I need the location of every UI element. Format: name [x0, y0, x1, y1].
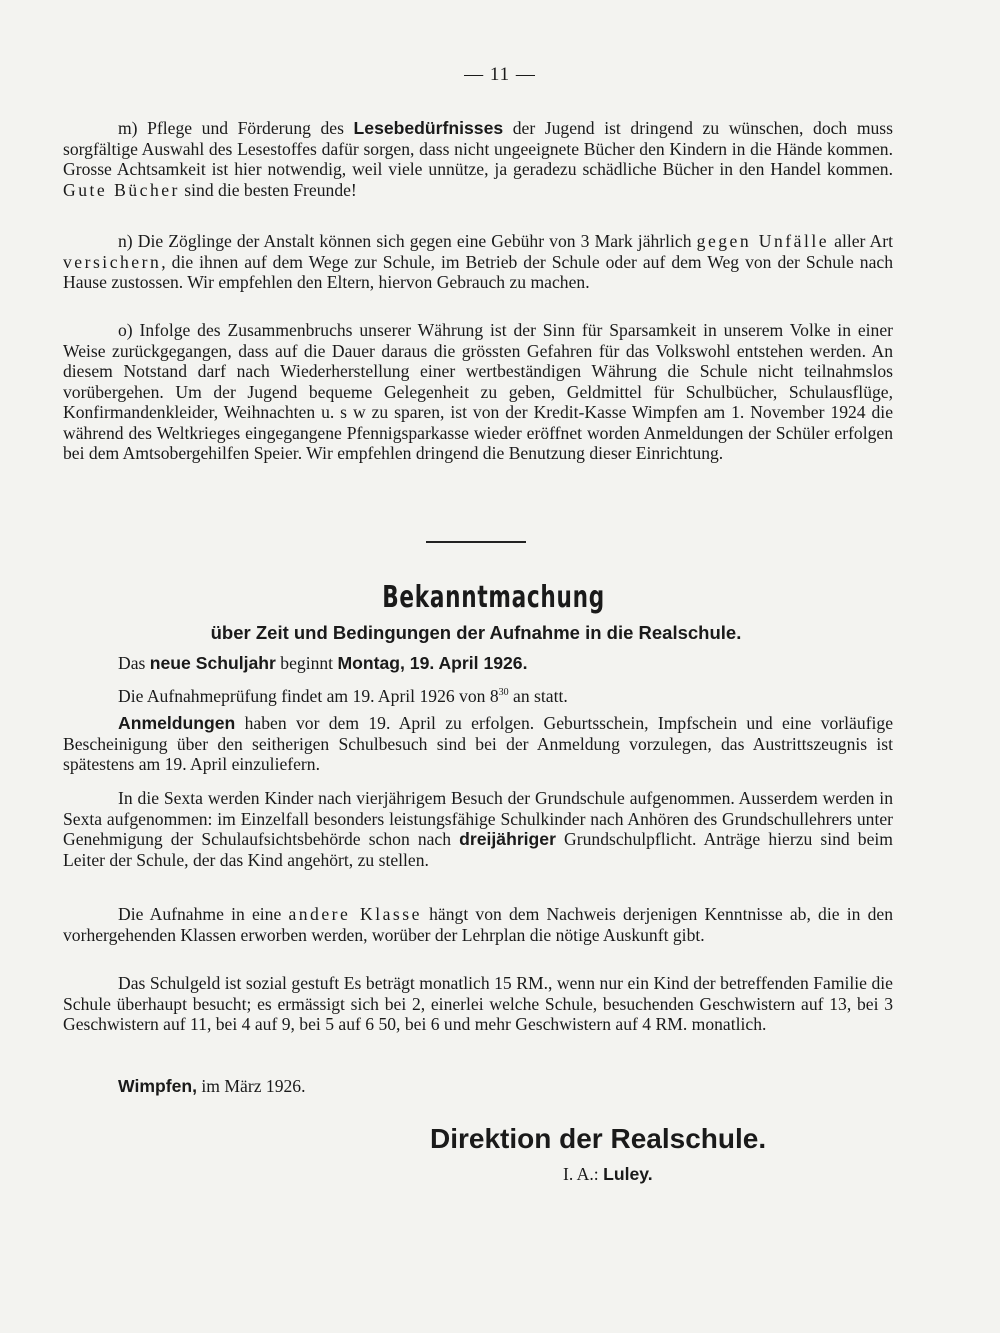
para-n-spaced: gegen Unfälle [696, 231, 830, 251]
school-year-bold2: Montag, 19. April 1926. [337, 653, 528, 673]
other-class-tail: hängt von dem Nachweis derjenigen Kenntnisse ab, die in den vorhergehenden Klassen erworben werden, worüber der Lehrplan die nötige Auskunft gibt. [63, 904, 893, 945]
school-year-mid: beginnt [275, 653, 338, 673]
closing-place: Wimpfen, [118, 1076, 198, 1096]
para-m-spaced: Gute Bücher [63, 179, 180, 200]
school-year-paragraph [63, 653, 893, 674]
para-m-tail: sind die besten Freunde! [179, 179, 357, 200]
exam-lead: Die Aufnahmeprüfung findet am 19. April 1926 von 8 [118, 685, 499, 706]
school-year-lead: Das [118, 653, 150, 673]
para-m-bold: Lesebedürfnisses [353, 118, 504, 138]
registration-rest: haben vor dem 19. April zu erfolgen. Geburtsschein, Impfschein und eine vorläufige Bescheinigung über den seitherigen Schulbesuch sind bei der Anmeldung vorzulegen, das Austrittszeugnis ist spätestens am 19. April einzuliefern. [63, 713, 893, 774]
para-m-rest: der Jugend ist dringend zu wünschen, doch muss sorgfältige Auswahl des Lesestoffes dafür sorgen, dass nicht ungeeignete Bücher den Kindern in die Hände kommen. Grosse Achtsamkeit ist hier notwendig, weil viele unnütze, ja geradezu schädliche Bücher in den Handel kommen. [63, 118, 893, 179]
para-n-rest: , die ihnen auf dem Wege zur Schule, im Betrieb der Schule oder auf dem Weg von der Schule nach Hause zustossen. Wir empfehlen den Eltern, hiervon Gebrauch zu machen. [63, 251, 893, 292]
other-class-lead: Die Aufnahme in eine [118, 904, 289, 924]
closing-line [118, 1076, 306, 1097]
page-number: — 11 — [464, 64, 536, 85]
para-n-lead: n) Die Zöglinge der Anstalt können sich gegen eine Gebühr von 3 Mark jährlich [118, 231, 697, 251]
exam-paragraph [63, 683, 893, 706]
section-divider [426, 541, 526, 543]
exam-time-sup: 30 [498, 687, 509, 698]
paragraph-o [63, 320, 893, 464]
other-class-spaced: andere Klasse [288, 904, 422, 924]
para-n-mid: aller Art [829, 231, 893, 251]
registration-paragraph [63, 713, 893, 775]
sexta-bold: dreijähriger [459, 829, 556, 849]
school-year-bold1: neue Schuljahr [149, 653, 276, 673]
fees-paragraph [63, 973, 893, 1035]
signature-name: Luley. [603, 1164, 653, 1184]
paragraph-m [63, 118, 893, 200]
fees-text: Das Schulgeld ist sozial gestuft Es beträgt monatlich 15 RM., wenn nur ein Kind der betreffenden Familie die Schule überhaupt besucht; es ermässigt sich bei 2, einerlei welche Schule, besuchenden Geschwistern auf 13, bei 3 Geschwistern auf 11, bei 4 auf 9, bei 5 auf 6 50, bei 6 und mehr Geschwistern auf 4 RM. monatlich. [63, 973, 893, 1034]
headline: Bekanntmachung [382, 580, 605, 615]
closing-date: im März 1926. [197, 1076, 306, 1096]
registration-bold: Anmeldungen [118, 713, 236, 733]
sexta-tail: Grundschulpflicht. Anträge hierzu sind beim Leiter der Schule, der das Kind angehört, zu stellen. [63, 829, 893, 870]
exam-tail: an statt. [508, 685, 568, 706]
para-n-spaced2: versichern [63, 251, 162, 272]
signature-ia: I. A.: [563, 1164, 604, 1184]
other-class-paragraph [63, 904, 893, 945]
sexta-lead: In die Sexta werden Kinder nach vierjährigem Besuch der Grundschule aufgenommen. Ausserdem werden in Sexta aufgenommen: im Einzelfall besonders leistungsfähige Schulkinder nach Anhören des Grundschullehrers unter Genehmigung der Schulaufsichtsbehörde schon nach [63, 788, 893, 849]
para-o-text: o) Infolge des Zusammenbruchs unserer Währung ist der Sinn für Sparsamkeit in unserem Volke in einer Weise zurückgegangen, dass auf die Dauer daraus die grössten Gefahren für das Volkswohl entstehen werden. An diesem Notstand darf nach Wiederherstellung einer wertbeständigen Währung die Schule nicht teilnahmslos vorübergehen. Um der Jugend bequeme Gelegenheit zu geben, Geldmittel für Schulbücher, Schulausflüge, Konfirmandenkleider, Weihnachten u. s w zu sparen, ist von der Kredit-Kasse Wimpfen am 1. November 1924 die während des Weltkrieges eingegangene Pfennigsparkasse wieder eröffnet worden Anmeldungen der Schüler erfolgen bei dem Amtsobergehilfen Speier. Wir empfehlen dringend die Benutzung dieser Einrichtung. [63, 320, 893, 463]
signature-line [563, 1164, 653, 1185]
paragraph-n [63, 231, 893, 293]
signature-office: Direktion der Realschule. [430, 1123, 767, 1154]
para-m-lead: m) Pflege und Förderung des [118, 118, 354, 138]
subheadline: über Zeit und Bedingungen der Aufnahme in die Realschule. [210, 622, 742, 643]
sexta-paragraph [63, 788, 893, 870]
